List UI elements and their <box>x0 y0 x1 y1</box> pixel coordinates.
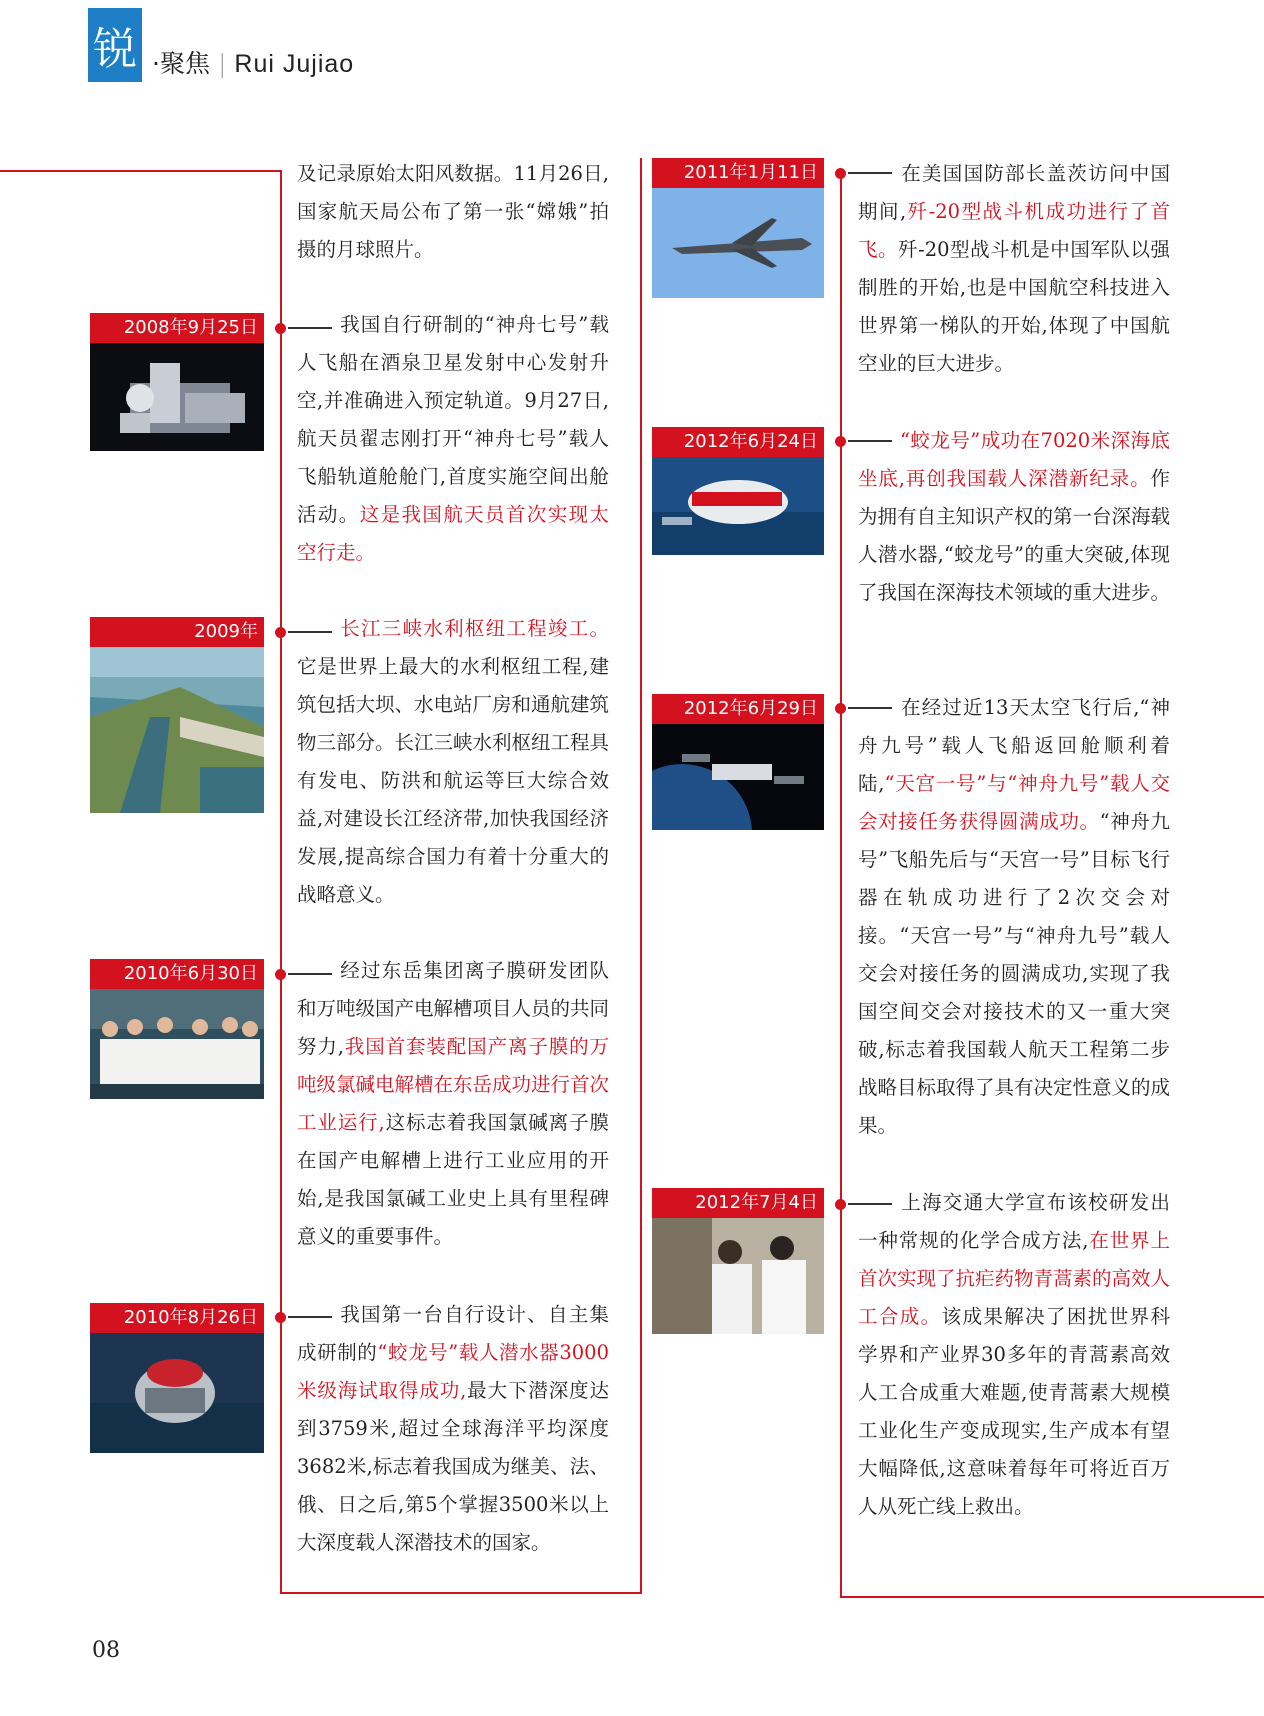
jiaolong-deep-dive-photo <box>652 457 824 555</box>
tiangong-docking-photo <box>652 724 824 830</box>
right-frame-bottom-line <box>840 1596 1264 1598</box>
entry-text-plain: 我国自行研制的“神舟七号”载人飞船在酒泉卫星发射中心发射升空,并准确进入预定轨道。9月27日,航天员翟志刚打开“神舟七号”载人飞船轨道舱舱门,首度实施空间出舱活动。 <box>297 313 609 526</box>
page-number: 08 <box>92 1638 120 1663</box>
date-label: 2008年9月25日 <box>90 313 264 343</box>
three-gorges-dam-photo <box>90 647 264 813</box>
date-label: 2010年6月30日 <box>90 959 264 989</box>
j20-fighter-photo <box>652 188 824 298</box>
entry-text <box>858 689 1170 1145</box>
date-label: 2009年 <box>90 617 264 647</box>
entry-text-highlight: 歼-20型战斗机成功进行了首飞。 <box>858 200 1170 261</box>
entry-text <box>297 610 609 914</box>
left-frame-top-line <box>0 170 282 172</box>
entry-text-plain: 作为拥有自主知识产权的第一台深海载人潜水器,“蛟龙号”的重大突破,体现了我国在深海技术领域的重大进步。 <box>858 467 1171 604</box>
entry-text-plain: “神舟九号”飞船先后与“天宫一号”目标飞行器在轨成功进行了2次交会对接。“天宫一号”与“神舟九号”载人交会对接任务的圆满成功,实现了我国空间交会对接技术的又一重大突破,标志着我国载人航天工程第二步战略目标取得了具有决定性意义的成果。 <box>858 810 1171 1137</box>
entry-text <box>858 422 1170 612</box>
section-logo-box <box>88 8 142 82</box>
entry-text-plain: 歼-20型战斗机是中国军队以强制胜的开始,也是中国航空科技进入世界第一梯队的开始,体现了中国航空业的巨大进步。 <box>858 238 1170 375</box>
section-header <box>152 44 354 80</box>
jiaolong-sea-trial-photo <box>90 1333 264 1453</box>
date-label: 2012年6月29日 <box>652 694 824 724</box>
left-intro-text: 及记录原始太阳风数据。11月26日,国家航天局公布了第一张“嫦娥”拍摄的月球照片。 <box>297 162 609 261</box>
entry-text <box>297 1296 609 1562</box>
timeline-dot <box>275 323 286 334</box>
entry-text <box>858 155 1170 383</box>
ion-membrane-team-photo <box>90 989 264 1099</box>
left-frame-bottom-line <box>280 1592 642 1594</box>
entry-text-plain: 上海交通大学宣布该校研发出一种常规的化学合成方法, <box>858 1191 1170 1252</box>
left-frame-right-line <box>640 158 642 1594</box>
entry-text-highlight: 长江三峡水利枢纽工程竣工。 <box>339 617 609 640</box>
header-section-name: 聚焦 <box>159 49 210 78</box>
entry-text-plain: 在美国国防部长盖茨访问中国期间, <box>858 162 1170 223</box>
timeline-dot <box>275 969 286 980</box>
date-label: 2010年8月26日 <box>90 1303 264 1333</box>
entry-text-plain: 我国第一台自行设计、自主集成研制的 <box>297 1303 609 1364</box>
left-timeline-line <box>280 170 282 1594</box>
header-separator: | <box>217 49 227 78</box>
entry-text-plain: 这标志着我国氯碱离子膜在国产电解槽上进行工业应用的开始,是我国氯碱工业史上具有里程碑意义的重要事件。 <box>297 1111 609 1248</box>
entry-text-highlight: “天宫一号”与“神舟九号”载人交会对接任务获得圆满成功。 <box>858 772 1170 833</box>
entry-text-plain: 经过东岳集团离子膜研发团队和万吨级国产电解槽项目人员的共同努力, <box>297 959 610 1058</box>
right-timeline-line <box>840 170 842 1598</box>
artemisinin-lab-photo <box>652 1218 824 1334</box>
entry-text <box>858 1184 1170 1526</box>
timeline-dot <box>835 1199 846 1210</box>
entry-text-plain: 最大下潜深度达到3759米,超过全球海洋平均深度3682米,标志着我国成为继美、法、俄、日之后,第5个掌握3500米以上大深度载人深潜技术的国家。 <box>297 1379 609 1554</box>
entry-text <box>297 306 609 572</box>
timeline-dot <box>835 436 846 447</box>
date-label: 2011年1月11日 <box>652 158 824 188</box>
timeline-dot <box>835 168 846 179</box>
entry-text-plain: 在经过近13天太空飞行后,“神舟九号”载人飞船返回舱顺利着陆, <box>858 696 1170 795</box>
timeline-dot <box>275 1312 286 1323</box>
entry-text-highlight: “蛟龙号”成功在7020米深海底坐底,再创我国载人深潜新纪录。 <box>858 429 1170 490</box>
header-dot: · <box>152 49 160 78</box>
section-logo-glyph: 锐 <box>93 24 137 75</box>
date-label: 2012年7月4日 <box>652 1188 824 1218</box>
header-latin-title: Rui Jujiao <box>234 50 355 78</box>
entry-text-highlight: 我国首套装配国产离子膜的万吨级氯碱电解槽在东岳成功进行首次工业运行, <box>297 1035 610 1134</box>
entry-text <box>297 952 609 1256</box>
date-label: 2012年6月24日 <box>652 427 824 457</box>
timeline-dot <box>275 627 286 638</box>
entry-text-plain: 该成果解决了困扰世界科学界和产业界30多年的青蒿素高效人工合成重大难题,使青蒿素大规模工业化生产变成现实,生产成本有望大幅降低,这意味着每年可将近百万人从死亡线上救出。 <box>858 1305 1170 1518</box>
spacewalk-photo <box>90 343 264 451</box>
entry-text-highlight: 这是我国航天员首次实现太空行走。 <box>297 503 609 564</box>
entry-text-plain: 它是世界上最大的水利枢纽工程,建筑包括大坝、水电站厂房和通航建筑物三部分。长江三峡水利枢纽工程具有发电、防洪和航运等巨大综合效益,对建设长江经济带,加快我国经济发展,提高综合国力有着十分重大的战略意义。 <box>297 655 610 906</box>
entry-text-highlight: “蛟龙号”载人潜水器3000米级海试取得成功, <box>297 1341 609 1402</box>
timeline-dot <box>835 703 846 714</box>
entry-text-highlight: 在世界上首次实现了抗疟药物青蒿素的高效人工合成。 <box>858 1229 1171 1328</box>
